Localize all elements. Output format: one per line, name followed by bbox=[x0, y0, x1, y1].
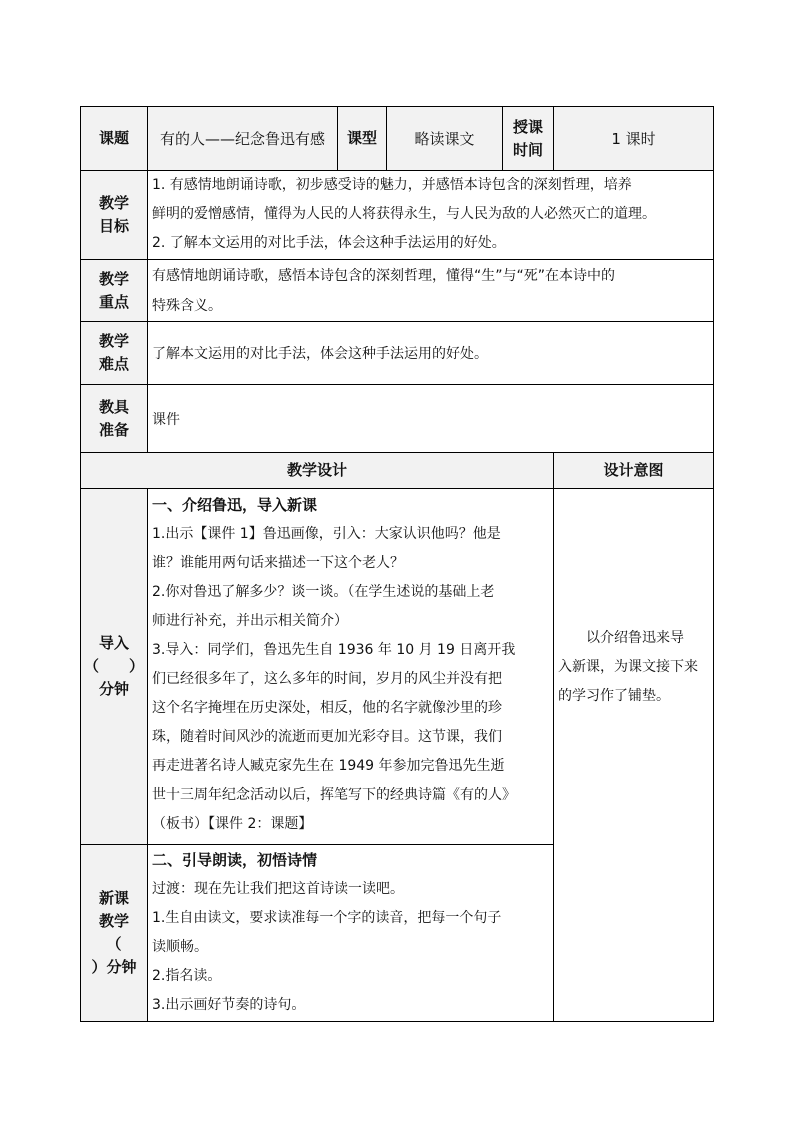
intro-intent-line: 的学习作了铺垫。 bbox=[558, 688, 670, 704]
new-lesson-heading: 二、引导朗读，初悟诗情 bbox=[152, 851, 318, 869]
new-lesson-line: 3.出示画好节奏的诗句。 bbox=[152, 997, 306, 1013]
focus-label-line2: 重点 bbox=[98, 292, 129, 311]
goals-line: 1. 有感情地朗诵诗歌，初步感受诗的魅力，并感悟本诗包含的深刻哲理，培养 bbox=[152, 177, 632, 193]
intro-intent-line: 入新课，为课文接下来 bbox=[558, 659, 698, 675]
new-lesson-line: 过渡：现在先让我们把这首诗读一读吧。 bbox=[152, 881, 404, 897]
new-lesson-line: 1.生自由读文，要求读准每一个字的读音，把每一个句子 bbox=[152, 910, 502, 926]
new-lesson-label-line2: 教学 bbox=[98, 912, 129, 930]
intro-line: 谁？谁能用两句话来描述一下这个老人？ bbox=[152, 555, 404, 571]
goals-label-line1: 教学 bbox=[98, 194, 129, 212]
new-lesson-label-line4: ）分钟 bbox=[91, 958, 137, 976]
intro-content bbox=[152, 491, 552, 843]
topic-value: 有的人——纪念鲁迅有感 bbox=[159, 130, 325, 148]
tools-text: 课件 bbox=[152, 411, 180, 428]
intro-label-line1: 导入 bbox=[98, 634, 129, 652]
new-lesson-line: 2.指名读。 bbox=[152, 968, 222, 984]
intro-line: 2.你对鲁迅了解多少？谈一谈。（在学生述说的基础上老 bbox=[152, 584, 495, 600]
difficulty-label-line2: 难点 bbox=[98, 355, 129, 373]
design-header-right: 设计意图 bbox=[603, 461, 664, 479]
difficulty-label bbox=[81, 322, 147, 384]
goals-content bbox=[152, 171, 712, 259]
difficulty-label-line1: 教学 bbox=[98, 332, 129, 350]
tools-label-line1: 教具 bbox=[98, 397, 129, 416]
intro-line: 再走进著名诗人臧克家先生在 1949 年参加完鲁迅先生逝 bbox=[152, 758, 505, 774]
time-label bbox=[503, 107, 553, 170]
intro-line: 这个名字掩埋在历史深处，相反，他的名字就像沙里的珍 bbox=[152, 700, 502, 716]
intro-line: 师进行补充，并出示相关简介） bbox=[152, 613, 348, 629]
intro-line: 们已经很多年了，这么多年的时间，岁月的风尘并没有把 bbox=[152, 671, 502, 687]
intro-label-line3: 分钟 bbox=[98, 680, 129, 698]
intro-line: 1.出示【课件 1】鲁迅画像，引入：大家认识他吗？他是 bbox=[152, 526, 501, 542]
type-value: 略读课文 bbox=[414, 130, 475, 148]
intro-intent-line: 以介绍鲁迅来导 bbox=[558, 630, 684, 646]
goals-label-line2: 目标 bbox=[98, 217, 129, 235]
new-lesson-label-line1: 新课 bbox=[98, 889, 129, 907]
tools-label-line2: 准备 bbox=[98, 420, 129, 439]
difficulty-text: 了解本文运用的对比手法，体会这种手法运用的好处。 bbox=[152, 346, 488, 362]
goals-line: 2. 了解本文运用的对比手法，体会这种手法运用的好处。 bbox=[152, 235, 506, 251]
goals-label bbox=[81, 171, 147, 259]
intro-label bbox=[81, 489, 147, 844]
new-lesson-line: 读顺畅。 bbox=[152, 939, 208, 955]
new-lesson-label-line3: （ bbox=[106, 935, 122, 953]
topic-label: 课题 bbox=[98, 129, 129, 147]
type-label: 课型 bbox=[346, 129, 377, 147]
time-label-line1: 授课 bbox=[512, 117, 543, 136]
design-header-left: 教学设计 bbox=[286, 461, 347, 479]
intro-line: 世十三周年纪念活动以后，挥笔写下的经典诗篇《有的人》 bbox=[152, 787, 516, 803]
time-label-line2: 时间 bbox=[512, 140, 543, 159]
focus-line: 有感情地朗诵诗歌，感悟本诗包含的深刻哲理，懂得“生”与“死”在本诗中的 bbox=[152, 268, 616, 284]
tools-label bbox=[81, 385, 147, 452]
intro-intent bbox=[558, 624, 712, 714]
new-lesson-content bbox=[152, 846, 552, 1021]
intro-line: 珠，随着时间风沙的流逝而更加光彩夺目。这节课，我们 bbox=[152, 729, 502, 745]
focus-label bbox=[81, 260, 147, 321]
new-lesson-label bbox=[81, 845, 147, 1021]
focus-line: 特殊含义。 bbox=[152, 298, 222, 314]
intro-label-line2: （ ） bbox=[83, 657, 144, 675]
time-value: 1 课时 bbox=[611, 130, 656, 148]
focus-label-line1: 教学 bbox=[98, 269, 129, 288]
intro-heading: 一、介绍鲁迅，导入新课 bbox=[152, 496, 318, 514]
intro-line: （板书）【课件 2：课题】 bbox=[152, 816, 313, 832]
focus-content bbox=[152, 261, 712, 321]
goals-line: 鲜明的爱憎感情，懂得为人民的人将获得永生，与人民为敌的人必然灭亡的道理。 bbox=[152, 206, 656, 222]
intro-line: 3.导入：同学们，鲁迅先生自 1936 年 10 月 19 日离开我 bbox=[152, 642, 516, 658]
